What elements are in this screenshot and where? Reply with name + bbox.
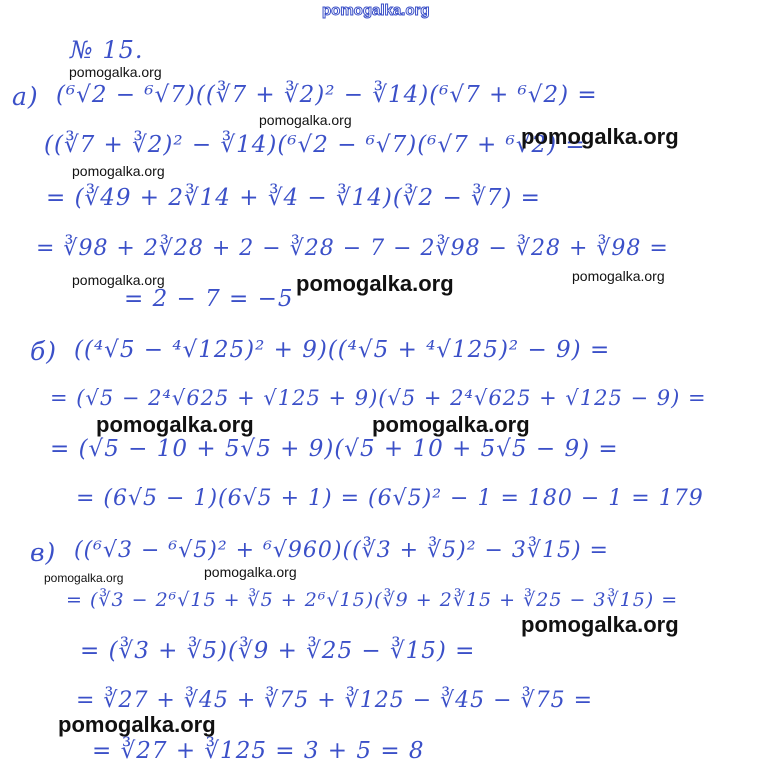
part-b-line-2: = (√5 − 2⁴√625 + √125 + 9)(√5 + 2⁴√625 + √125 − 9) = xyxy=(50,386,707,410)
part-a-line-1: (⁶√2 − ⁶√7)((∛7 + ∛2)² − ∛14)(⁶√7 + ⁶√2) = xyxy=(56,82,598,108)
part-b-line-1: ((⁴√5 − ⁴√125)² + 9)((⁴√5 + ⁴√125)² − 9) = xyxy=(74,337,611,363)
part-c-line-4: = ∛27 + ∛45 + ∛75 + ∛125 − ∛45 − ∛75 = xyxy=(76,688,594,713)
part-c-line-1: ((⁶√3 − ⁶√5)² + ⁶√960)((∛3 + ∛5)² − 3∛15) = xyxy=(74,538,609,563)
part-c-line-3: = (∛3 + ∛5)(∛9 + ∛25 − ∛15) = xyxy=(80,638,476,664)
header-watermark: pomogalka.org xyxy=(322,2,430,19)
watermark: pomogalka.org xyxy=(521,612,679,637)
watermark: pomogalka.org xyxy=(372,412,530,437)
part-b-label: б) xyxy=(30,337,58,366)
part-a-line-2: ((∛7 + ∛2)² − ∛14)(⁶√2 − ⁶√7)(⁶√7 + ⁶√2) = xyxy=(44,132,586,158)
watermark: pomogalka.org xyxy=(296,271,454,296)
watermark: pomogalka.org xyxy=(72,163,165,179)
watermark: pomogalka.org xyxy=(204,564,297,580)
watermark: pomogalka.org xyxy=(259,112,352,128)
watermark: pomogalka.org xyxy=(69,64,162,80)
part-c-line-2: = (∛3 − 2⁶√15 + ∛5 + 2⁶√15)(∛9 + 2∛15 + ∛25 − 3∛15) = xyxy=(66,589,679,611)
part-a-line-4: = ∛98 + 2∛28 + 2 − ∛28 − 7 − 2∛98 − ∛28 + ∛98 = xyxy=(36,236,669,261)
part-b-line-4: = (6√5 − 1)(6√5 + 1) = (6√5)² − 1 = 180 − 1 = 179 xyxy=(76,486,704,511)
part-a-label: а) xyxy=(12,82,39,111)
watermark: pomogalka.org xyxy=(72,272,165,288)
part-c-line-5: = ∛27 + ∛125 = 3 + 5 = 8 xyxy=(92,738,425,764)
part-b-line-3: = (√5 − 10 + 5√5 + 9)(√5 + 10 + 5√5 − 9) = xyxy=(50,436,619,462)
watermark: pomogalka.org xyxy=(572,268,665,284)
problem-number: № 15. xyxy=(70,36,144,64)
watermark: pomogalka.org xyxy=(58,712,216,737)
part-a-line-3: = (∛49 + 2∛14 + ∛4 − ∛14)(∛2 − ∛7) = xyxy=(46,185,541,211)
watermark: pomogalka.org xyxy=(521,124,679,149)
part-c-label: в) xyxy=(30,538,57,567)
watermark: pomogalka.org xyxy=(96,412,254,437)
part-a-line-5: = 2 − 7 = −5 xyxy=(124,286,294,312)
watermark: pomogalka.org xyxy=(44,571,124,585)
